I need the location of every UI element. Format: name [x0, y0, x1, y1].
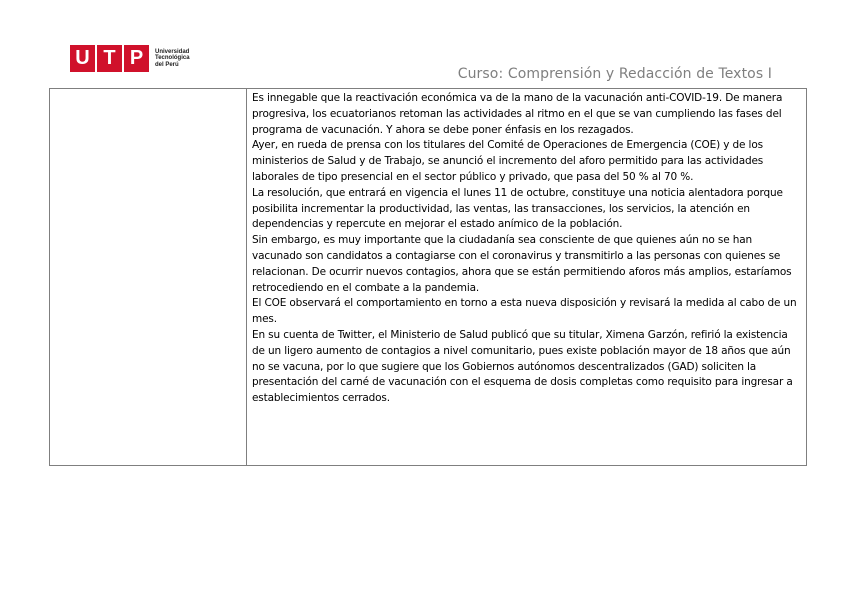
paragraph-2: Ayer, en rueda de prensa con los titulares del Comité de Operaciones de Emergencia (COE) y de los ministerios de Salud y de Trabajo, se anunció el incremento del aforo permitido para las actividades laborales de tipo presencial en el sector público y privado, que pasa del 50 % al 70 %. [252, 139, 764, 183]
utp-logo [70, 45, 190, 72]
content-table [49, 88, 807, 466]
table-text-cell [247, 89, 806, 465]
paragraph-5: El COE observará el comportamiento en torno a esta nueva disposición y revisará la medida al cabo de un mes. [252, 297, 797, 326]
course-title: Curso: Comprensión y Redacción de Textos I [457, 66, 772, 82]
logo-letter-boxes [70, 45, 151, 72]
table-left-cell [50, 89, 247, 465]
logo-letter-t: T [97, 45, 122, 72]
paragraph-6: En su cuenta de Twitter, el Ministerio de Salud publicó que su titular, Ximena Garzón, refirió la existencia de un ligero aumento de contagios a nivel comunitario, pues existe población mayor de 18 años que aún no se vacuna, por lo que sugiere que los Gobiernos autónomos descentralizados (GAD) soliciten la presentación del carné de vacunación con el esquema de dosis completas como requisito para ingresar a establecimientos cerrados. [252, 328, 793, 405]
logo-line-3: del Perú [155, 61, 179, 68]
logo-line-1: Universidad [155, 48, 190, 55]
logo-letter-p: P [124, 45, 149, 72]
paragraph-1: Es innegable que la reactivación económica va de la mano de la vacunación anti-COVID-19. De manera progresiva, los ecuatorianos retoman las actividades al ritmo en el que se van cumpliendo las fases del programa de vacunación. Y ahora se debe poner énfasis en los rezagados. [252, 92, 783, 136]
logo-university-name [155, 49, 190, 69]
paragraph-3: La resolución, que entrará en vigencia el lunes 11 de octubre, constituye una noticia alentadora porque posibilita incrementar la productividad, las ventas, las transacciones, los servicios, la atención en dependencias y repercute en mejorar el estado anímico de la población. [252, 186, 783, 231]
logo-line-2: Tecnológica [155, 55, 190, 62]
paragraph-4: Sin embargo, es muy importante que la ciudadanía sea consciente de que quienes aún no se han vacunado son candidatos a contagiarse con el coronavirus y transmitirlo a las personas con quienes se relacionan. De ocurrir nuevos contagios, ahora que se están permitiendo aforos más amplios, estaríamos retrocediendo en el combate a la pandemia. [252, 234, 792, 294]
logo-letter-u: U [70, 45, 95, 72]
